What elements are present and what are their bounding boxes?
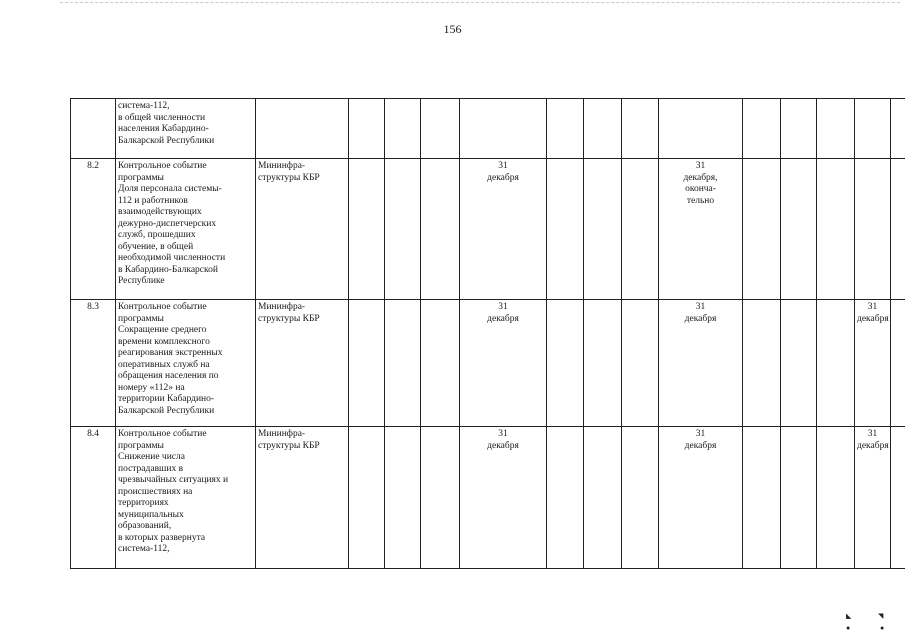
schedule-cell: [547, 159, 584, 300]
schedule-cell: [891, 159, 905, 300]
responsible-executor: [256, 99, 349, 159]
schedule-cell: [817, 99, 855, 159]
schedule-cell: [385, 99, 421, 159]
schedule-cell: 31 декабря: [659, 427, 743, 569]
schedule-cell: [421, 427, 460, 569]
scan-mark: ◣: [846, 612, 852, 620]
schedule-cell: [349, 300, 385, 427]
event-description: Контрольное событие программы Снижение числа пострадавших в чрезвычайных ситуациях и происшествиях на территориях муниципальных образований, в которых развернута система-112,: [116, 427, 256, 569]
schedule-cell: 31 декабря: [460, 300, 547, 427]
schedule-cell: [547, 427, 584, 569]
schedule-cell: [743, 427, 781, 569]
schedule-cell: [547, 99, 584, 159]
schedule-cell: 31 декабря, оконча- тельно: [659, 159, 743, 300]
schedule-cell: 31 декабря: [460, 159, 547, 300]
schedule-cell: [385, 300, 421, 427]
row-number: 8.2: [71, 159, 116, 300]
scan-mark: ●: [846, 624, 851, 632]
schedule-cell: [855, 99, 891, 159]
row-number: 8.4: [71, 427, 116, 569]
schedule-cell: 31 декабря: [460, 427, 547, 569]
schedule-cell: [349, 427, 385, 569]
schedule-cell: [781, 300, 817, 427]
schedule-cell: [817, 159, 855, 300]
schedule-cell: [891, 300, 905, 427]
schedule-cell: [622, 427, 659, 569]
schedule-cell: 31 декабря: [855, 300, 891, 427]
schedule-cell: [584, 99, 622, 159]
schedule-cell: [743, 99, 781, 159]
schedule-cell: [460, 99, 547, 159]
schedule-cell: [584, 300, 622, 427]
table-row: [71, 99, 905, 159]
scan-mark: ●: [880, 624, 885, 632]
schedule-cell: [584, 427, 622, 569]
schedule-cell: [781, 159, 817, 300]
schedule-cell: [349, 99, 385, 159]
schedule-cell: [421, 99, 460, 159]
schedule-cell: [385, 427, 421, 569]
table-row: [71, 427, 905, 569]
schedule-cell: [622, 99, 659, 159]
schedule-cell: [781, 427, 817, 569]
responsible-executor: Мининфра- структуры КБР: [256, 300, 349, 427]
schedule-cell: 31 декабря: [659, 300, 743, 427]
page-number: 156: [443, 22, 462, 36]
schedule-cell: 31 декабря: [855, 427, 891, 569]
responsible-executor: Мининфра- структуры КБР: [256, 427, 349, 569]
scan-mark: ◥: [878, 612, 884, 620]
schedule-table: [70, 98, 905, 569]
schedule-cell: [781, 99, 817, 159]
table-row: [71, 300, 905, 427]
row-number: [71, 99, 116, 159]
table-row: [71, 159, 905, 300]
schedule-cell: [622, 159, 659, 300]
schedule-cell: [584, 159, 622, 300]
schedule-cell: [743, 300, 781, 427]
event-description: система-112, в общей численности населения Кабардино- Балкарской Республики: [116, 99, 256, 159]
schedule-cell: [743, 159, 781, 300]
scan-top-line: [60, 2, 900, 4]
event-description: Контрольное событие программы Доля персонала системы- 112 и работников взаимодействующих дежурно-диспетчерских служб, прошедших обучение, в общей необходимой численности в Кабардино-Балкарской Республике: [116, 159, 256, 300]
row-number: 8.3: [71, 300, 116, 427]
responsible-executor: Мининфра- структуры КБР: [256, 159, 349, 300]
schedule-cell: [817, 427, 855, 569]
schedule-cell: [817, 300, 855, 427]
schedule-cell: [349, 159, 385, 300]
schedule-cell: [547, 300, 584, 427]
schedule-cell: [891, 99, 905, 159]
schedule-cell: [659, 99, 743, 159]
schedule-cell: [622, 300, 659, 427]
schedule-cell: [855, 159, 891, 300]
schedule-cell: [891, 427, 905, 569]
schedule-cell: [421, 300, 460, 427]
schedule-cell: [385, 159, 421, 300]
event-description: Контрольное событие программы Сокращение среднего времени комплексного реагирования экстренных оперативных служб на обращения населения по номеру «112» на территории Кабардино- Балкарской Республики: [116, 300, 256, 427]
schedule-cell: [421, 159, 460, 300]
